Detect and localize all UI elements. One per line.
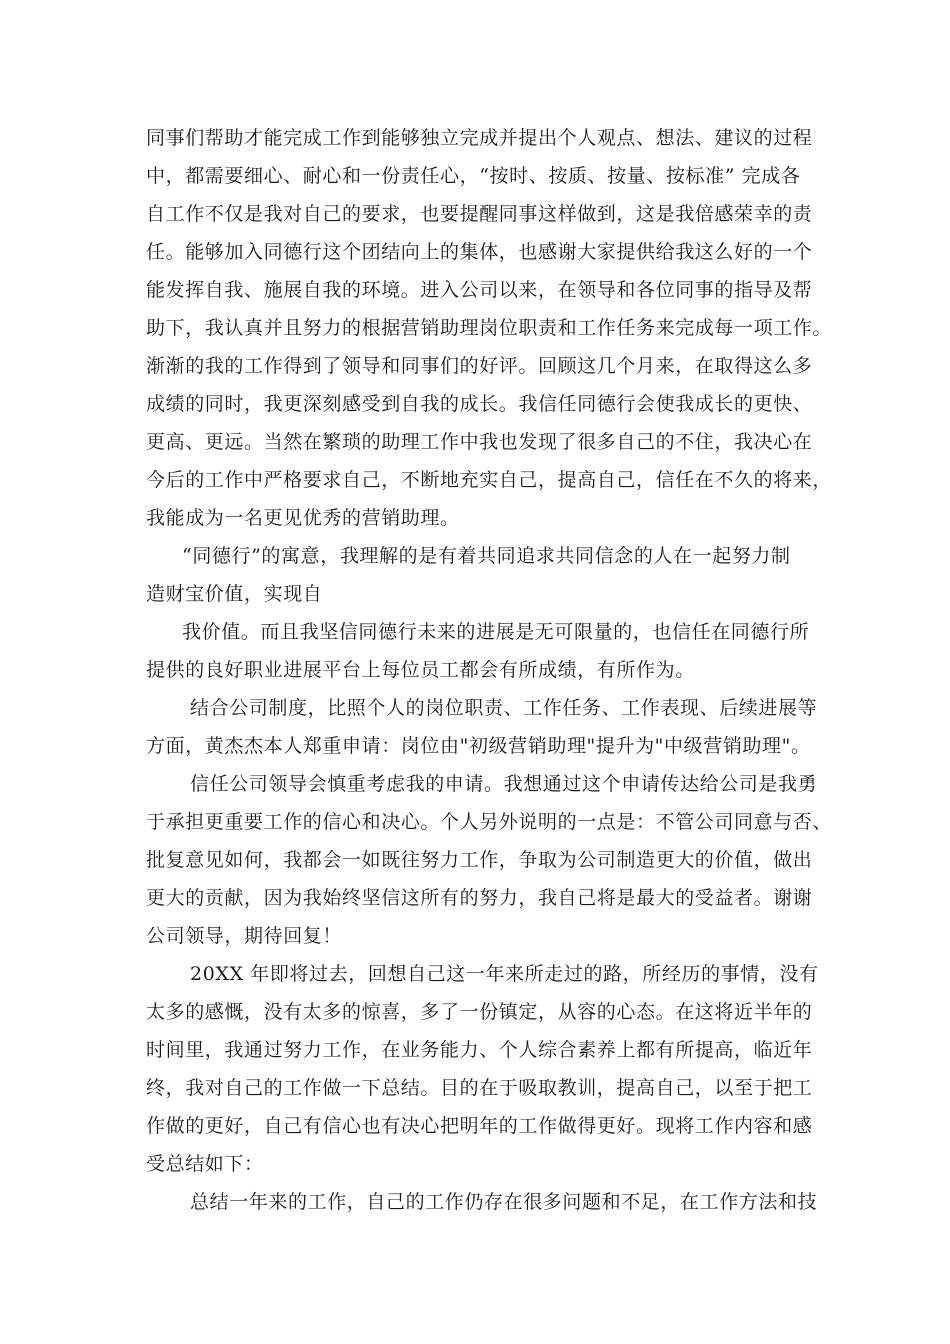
text-line: 受总结如下： bbox=[146, 1153, 264, 1175]
paragraph-start-line: 总结一年来的工作，自己的工作仍存在很多问题和不足，在工作方法和技 bbox=[190, 1191, 818, 1213]
text-line: 方面，黄杰杰本人郑重申请：岗位由"初级营销助理"提升为"中级营销助理"。 bbox=[146, 735, 811, 757]
text-line: 更高、更远。当然在繁琐的助理工作中我也发现了很多自己的不住，我决心在 bbox=[146, 431, 813, 453]
text-line: 任。能够加入同德行这个团结向上的集体，也感谢大家提供给我这么好的一个 bbox=[146, 241, 813, 263]
text-line: 能发挥自我、施展自我的环境。进入公司以来，在领导和各位同事的指导及帮 bbox=[146, 279, 813, 301]
text-line: 渐渐的我的工作得到了领导和同事们的好评。回顾这几个月来，在取得这么多 bbox=[146, 355, 813, 377]
text-line: 终，我对自己的工作做一下总结。目的在于吸取教训，提高自己，以至于把工 bbox=[146, 1077, 813, 1099]
text-line: 成绩的同时，我更深刻感受到自我的成长。我信任同德行会使我成长的更快、 bbox=[146, 393, 813, 415]
text-line: 今后的工作中严格要求自己，不断地充实自己，提高自己，信任在不久的将来， bbox=[146, 469, 833, 491]
text-line: 自工作不仅是我对自己的要求，也要提醒同事这样做到，这是我倍感荣幸的责 bbox=[146, 203, 813, 225]
paragraph-start-line: 信任公司领导会慎重考虑我的申请。我想通过这个申请传达给公司是我勇 bbox=[190, 773, 818, 795]
paragraph-start-line: 结合公司制度，比照个人的岗位职责、工作任务、工作表现、后续进展等 bbox=[190, 697, 818, 719]
text-line: 我能成为一名更见优秀的营销助理。 bbox=[146, 507, 460, 529]
text-line: 公司领导，期待回复！ bbox=[146, 925, 343, 947]
text-line: 于承担更重要工作的信心和决心。个人另外说明的一点是：不管公司同意与否、 bbox=[146, 811, 833, 833]
text-line: 中，都需要细心、耐心和一份责任心，“按时、按质、按量、按标准” 完成各 bbox=[146, 165, 801, 187]
text-line: 我价值。而且我坚信同德行未来的进展是无可限量的，也信任在同德行所 bbox=[182, 621, 810, 643]
text-line: 太多的感慨，没有太多的惊喜，多了一份镇定，从容的心态。在这将近半年的 bbox=[146, 1001, 813, 1023]
text-line: 时间里，我通过努力工作，在业务能力、个人综合素养上都有所提高，临近年 bbox=[146, 1039, 813, 1061]
paragraph-start-line: 20XX 年即将过去，回想自己这一年来所走过的路，所经历的事情，没有 bbox=[190, 963, 819, 985]
text-line: 助下，我认真并且努力的根据营销助理岗位职责和工作任务来完成每一项工作。 bbox=[146, 317, 833, 339]
text-line: 批复意见如何，我都会一如既往努力工作，争取为公司制造更大的价值，做出 bbox=[146, 849, 813, 871]
paragraph-start-line: “同德行”的寓意，我理解的是有着共同追求共同信念的人在一起努力制 bbox=[182, 545, 791, 567]
text-line: 作做的更好，自己有信心也有决心把明年的工作做得更好。现将工作内容和感 bbox=[146, 1115, 813, 1137]
text-line: 提供的良好职业进展平台上每位员工都会有所成绩，有所作为。 bbox=[146, 659, 695, 681]
text-line: 更大的贡献，因为我始终坚信这所有的努力，我自己将是最大的受益者。谢谢 bbox=[146, 887, 813, 909]
text-line: 同事们帮助才能完成工作到能够独立完成并提出个人观点、想法、建议的过程 bbox=[146, 127, 813, 149]
text-line: 造财宝价值，实现自 bbox=[146, 583, 323, 605]
